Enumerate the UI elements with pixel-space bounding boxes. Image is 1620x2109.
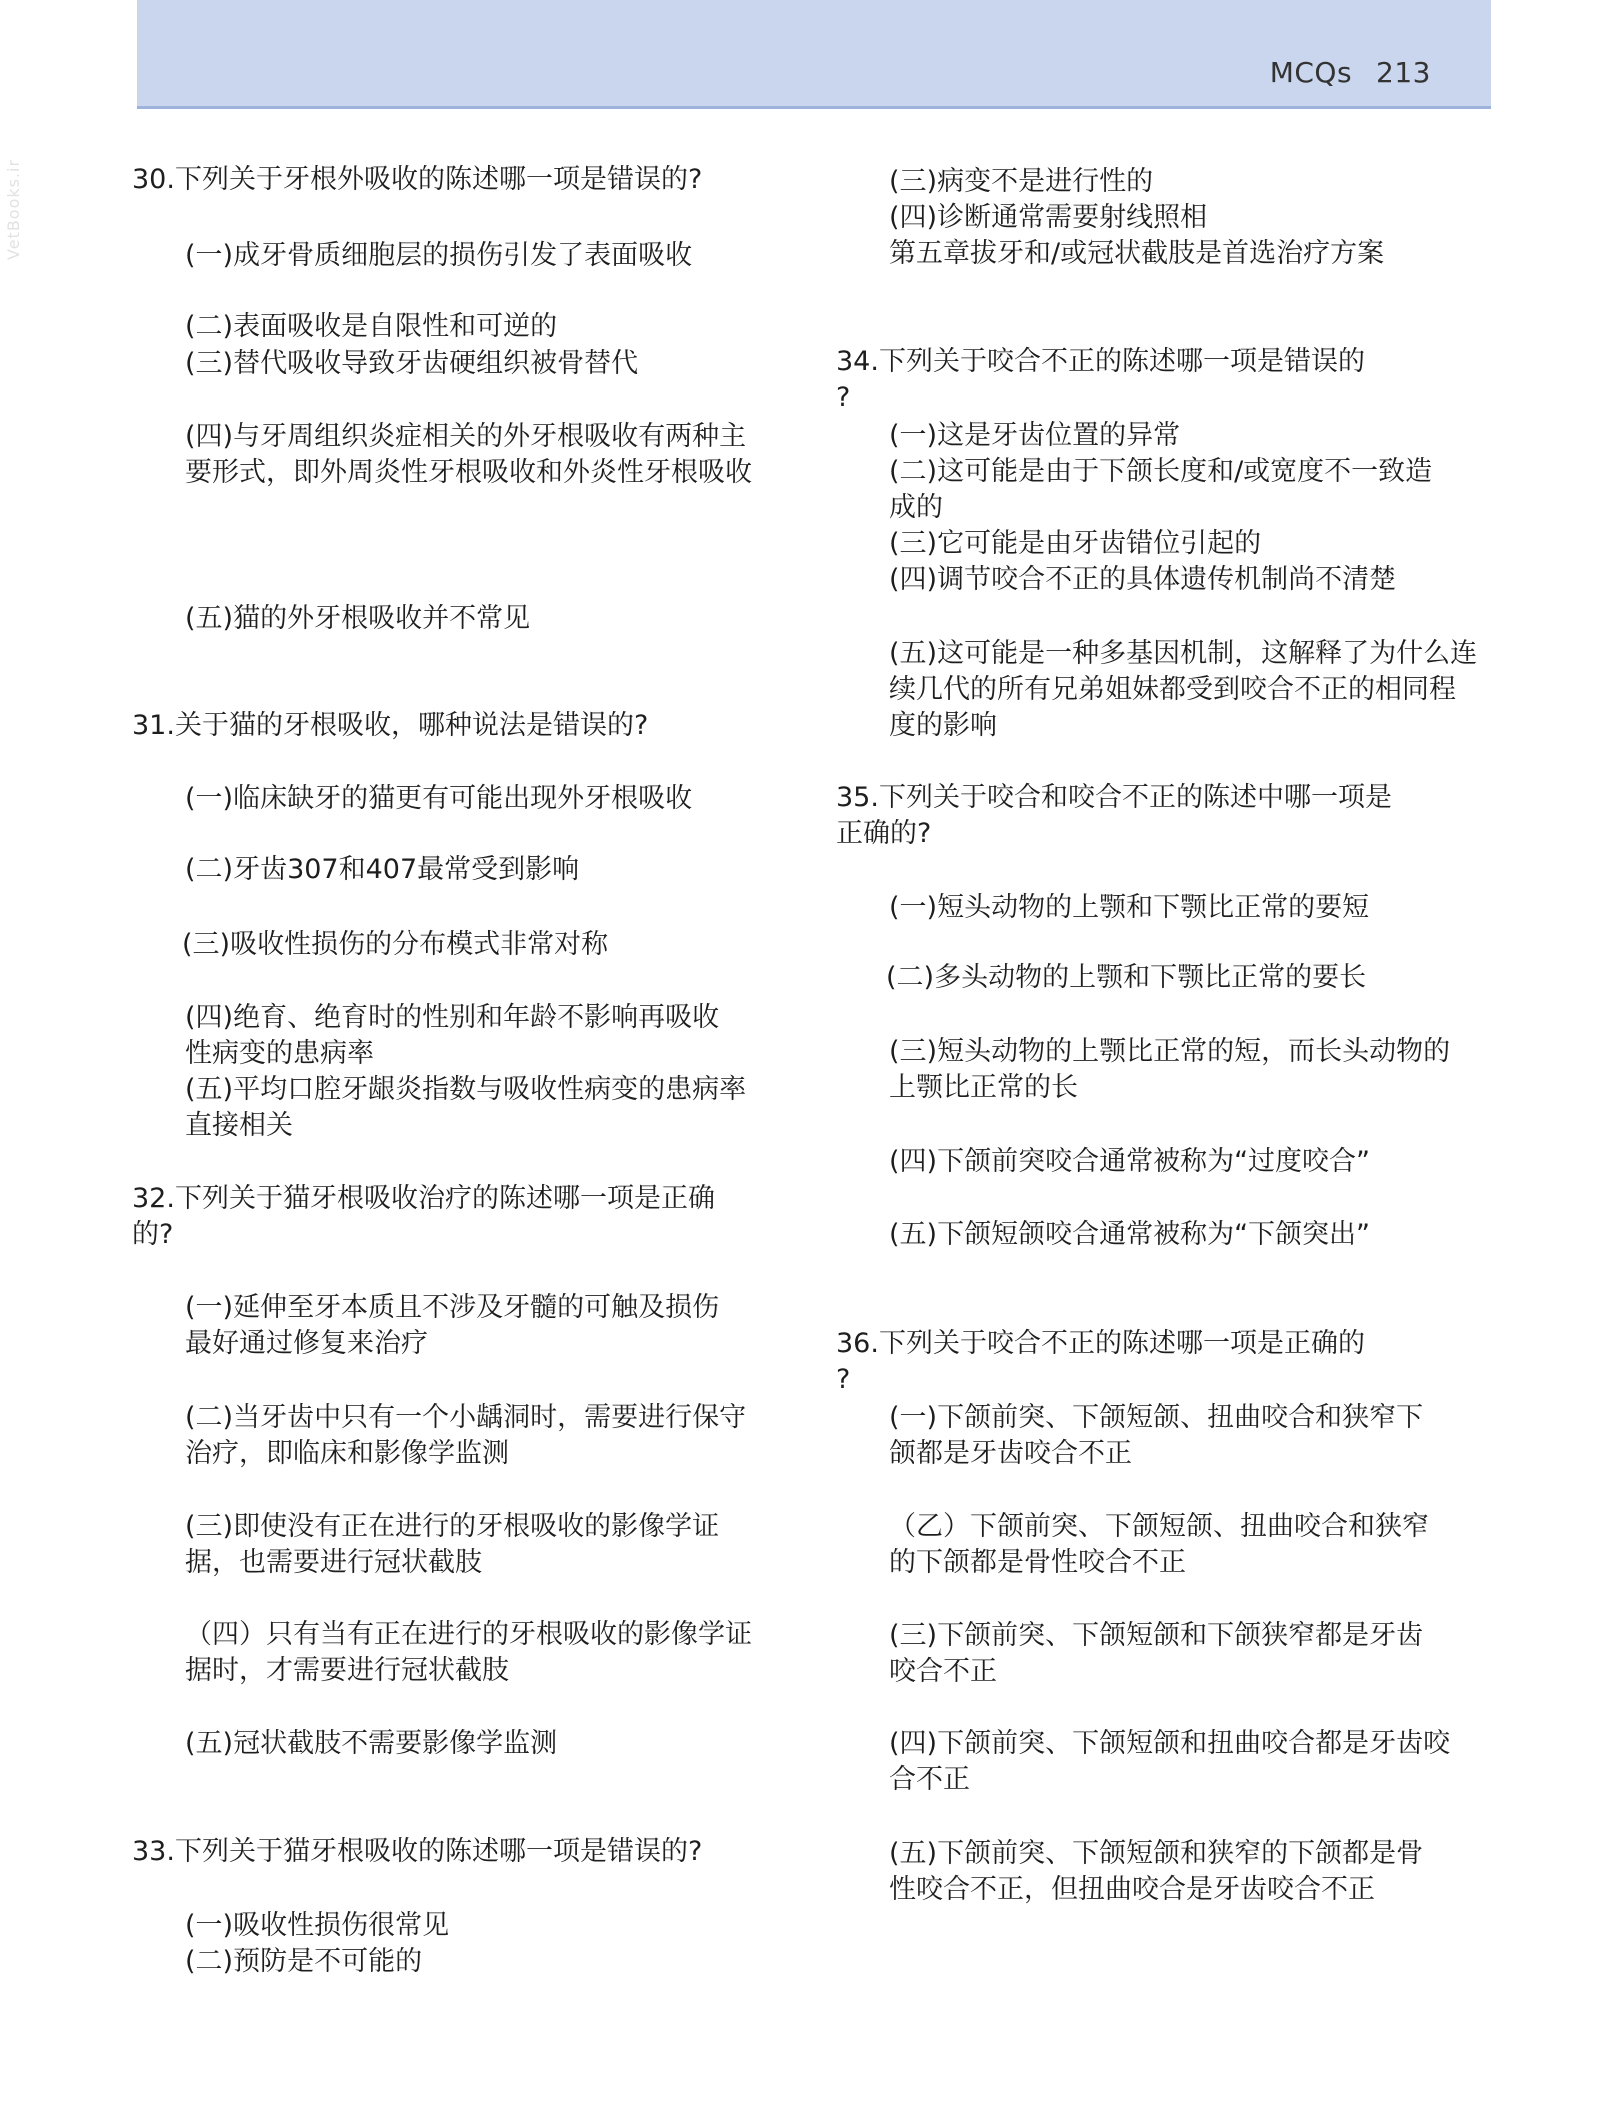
question-30-stem: 30.下列关于牙根外吸收的陈述哪一项是错误的? (132, 164, 703, 195)
q31-option-4-line-1: (四)绝育、绝育时的性别和年龄不影响再吸收 (185, 1002, 720, 1033)
q35-option-5: (五)下颌短颌咬合通常被称为“下颌突出” (889, 1219, 1371, 1250)
q36-option-3-line-2: 咬合不正 (889, 1656, 997, 1687)
section-label: MCQs (1269, 56, 1353, 89)
q33-option-2: (二)预防是不可能的 (185, 1946, 423, 1977)
q34-option-1: (一)这是牙齿位置的异常 (889, 420, 1181, 451)
q31-option-5-line-2: 直接相关 (185, 1110, 293, 1141)
q32-option-1-line-2: 最好通过修复来治疗 (185, 1328, 428, 1359)
q36-option-3-line-1: (三)下颌前突、下颌短颌和下颌狭窄都是牙齿 (889, 1620, 1424, 1651)
q31-option-5-line-1: (五)平均口腔牙龈炎指数与吸收性病变的患病率 (185, 1074, 747, 1105)
question-36-stem-line-1: 36.下列关于咬合不正的陈述哪一项是正确的 (836, 1328, 1365, 1359)
q30-option-4-line-2: 要形式，即外周炎性牙根吸收和外炎性牙根吸收 (185, 457, 752, 488)
q36-option-4-line-2: 合不正 (889, 1764, 970, 1795)
q31-option-2: (二)牙齿307和407最常受到影响 (185, 854, 580, 885)
q33-option-4: (四)诊断通常需要射线照相 (889, 202, 1208, 233)
q34-option-4: (四)调节咬合不正的具体遗传机制尚不清楚 (889, 564, 1397, 595)
q30-option-2: (二)表面吸收是自限性和可逆的 (185, 311, 558, 342)
q34-option-5-line-1: (五)这可能是一种多基因机制，这解释了为什么连 (889, 638, 1478, 669)
q36-option-2-line-1: （乙）下颌前突、下颌短颌、扭曲咬合和狭窄 (889, 1511, 1429, 1542)
q36-option-5-line-1: (五)下颌前突、下颌短颌和狭窄的下颌都是骨 (889, 1838, 1424, 1869)
watermark: VetBooks.ir (4, 158, 23, 260)
q35-option-2: (二)多头动物的上颚和下颚比正常的要长 (886, 962, 1367, 993)
q33-option-3: (三)病变不是进行性的 (889, 166, 1154, 197)
question-34-stem-line-2: ? (836, 382, 851, 413)
q36-option-2-line-2: 的下颌都是骨性咬合不正 (889, 1547, 1186, 1578)
q36-option-1-line-2: 颌都是牙齿咬合不正 (889, 1438, 1132, 1469)
question-33-stem: 33.下列关于猫牙根吸收的陈述哪一项是错误的? (132, 1836, 703, 1867)
q31-option-3: (三)吸收性损伤的分布模式非常对称 (182, 929, 609, 960)
q30-option-1: (一)成牙骨质细胞层的损伤引发了表面吸收 (185, 240, 693, 271)
q32-option-4-line-2: 据时，才需要进行冠状截肢 (185, 1655, 509, 1686)
question-32-stem-line-2: 的? (132, 1219, 174, 1250)
q32-option-3-line-1: (三)即使没有正在进行的牙根吸收的影像学证 (185, 1511, 720, 1542)
q34-option-3: (三)它可能是由牙齿错位引起的 (889, 528, 1262, 559)
q32-option-1-line-1: (一)延伸至牙本质且不涉及牙髓的可触及损伤 (185, 1292, 720, 1323)
q36-option-5-line-2: 性咬合不正，但扭曲咬合是牙齿咬合不正 (889, 1874, 1375, 1905)
q32-option-5: (五)冠状截肢不需要影像学监测 (185, 1728, 558, 1759)
header-band (137, 0, 1491, 109)
q36-option-1-line-1: (一)下颌前突、下颌短颌、扭曲咬合和狭窄下 (889, 1402, 1424, 1433)
q33-option-5: 第五章拔牙和/或冠状截肢是首选治疗方案 (889, 238, 1385, 269)
q35-option-1: (一)短头动物的上颚和下颚比正常的要短 (889, 892, 1370, 923)
q33-option-1: (一)吸收性损伤很常见 (185, 1910, 450, 1941)
q32-option-2-line-1: (二)当牙齿中只有一个小龋洞时，需要进行保守 (185, 1402, 747, 1433)
q35-option-3-line-2: 上颚比正常的长 (889, 1072, 1078, 1103)
question-34-stem-line-1: 34.下列关于咬合不正的陈述哪一项是错误的 (836, 346, 1365, 377)
q32-option-4-line-1: （四）只有当有正在进行的牙根吸收的影像学证 (185, 1619, 752, 1650)
q30-option-5: (五)猫的外牙根吸收并不常见 (185, 603, 531, 634)
q34-option-5-line-2: 续几代的所有兄弟姐妹都受到咬合不正的相同程 (889, 674, 1456, 705)
q31-option-4-line-2: 性病变的患病率 (185, 1038, 374, 1069)
page-number: 213 (1376, 56, 1431, 89)
q30-option-4-line-1: (四)与牙周组织炎症相关的外牙根吸收有两种主 (185, 421, 747, 452)
question-31-stem: 31.关于猫的牙根吸收，哪种说法是错误的? (132, 710, 649, 741)
q34-option-2-line-2: 成的 (889, 492, 943, 523)
q34-option-2-line-1: (二)这可能是由于下颌长度和/或宽度不一致造 (889, 456, 1433, 487)
q32-option-2-line-2: 治疗，即临床和影像学监测 (185, 1438, 509, 1469)
running-header (1246, 56, 1431, 89)
q32-option-3-line-2: 据，也需要进行冠状截肢 (185, 1547, 482, 1578)
q35-option-3-line-1: (三)短头动物的上颚比正常的短，而长头动物的 (889, 1036, 1451, 1067)
question-36-stem-line-2: ? (836, 1364, 851, 1395)
question-35-stem-line-2: 正确的? (836, 818, 932, 849)
question-32-stem-line-1: 32.下列关于猫牙根吸收治疗的陈述哪一项是正确 (132, 1183, 715, 1214)
q30-option-3: (三)替代吸收导致牙齿硬组织被骨替代 (185, 348, 639, 379)
q34-option-5-line-3: 度的影响 (889, 710, 997, 741)
q36-option-4-line-1: (四)下颌前突、下颌短颌和扭曲咬合都是牙齿咬 (889, 1728, 1451, 1759)
q31-option-1: (一)临床缺牙的猫更有可能出现外牙根吸收 (185, 783, 693, 814)
q35-option-4: (四)下颌前突咬合通常被称为“过度咬合” (889, 1146, 1371, 1177)
question-35-stem-line-1: 35.下列关于咬合和咬合不正的陈述中哪一项是 (836, 782, 1392, 813)
